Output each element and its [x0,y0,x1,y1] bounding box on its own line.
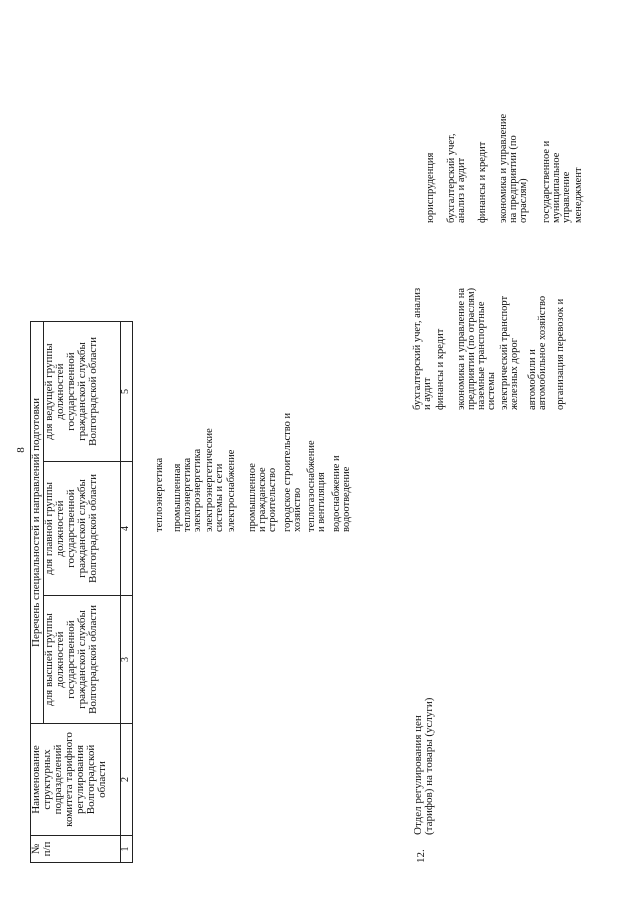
list-item: теплоэнергетика [154,457,165,532]
specialties-table-header [30,321,133,863]
row-number: 12. [415,849,427,863]
col-index: 3 [121,596,133,724]
list-item: промышленная теплоэнергетика электроэнергетика [172,448,203,532]
list-item: менеджмент [573,167,584,223]
col-division-header: Наименование структурных подразделений комитета тарифного регулирования Волгоградской области [31,724,121,836]
col-leading-group-header: для ведущей группы должностей государственной гражданской службы Волгоградской области [44,322,121,462]
col-num-header: № п/п [31,836,121,863]
list-item: финансы и кредит [435,328,446,410]
list-item: водоснабжение и водоотведение [331,455,352,532]
list-item: промышленное и гражданское строительство [247,463,278,532]
col-index: 1 [121,836,133,863]
list-item: автомобили и автомобильное хозяйство [527,295,548,410]
list-item: электрический транспорт железных дорог [499,295,520,410]
list-item: бухгалтерский учет, анализ и аудит [446,133,467,223]
list-item: теплогазоснабжение и вентиляция [306,440,327,532]
col-index: 2 [121,724,133,836]
list-item: организация перевозок и [555,298,566,410]
list-item: юриспруденция [425,152,436,223]
col-main-group-header: для главной группы должностей государственной гражданской службы Волгоградской области [44,462,121,596]
list-item: городское строительство и хозяйство [282,412,303,532]
col-index: 4 [121,462,133,596]
list-item: финансы и кредит [477,141,488,223]
list-item: государственное и муниципальное управление [541,140,572,223]
list-item: электроснабжение [226,449,237,532]
col-higher-group-header: для высшей группы должностей государственной гражданской службы Волгоградской области [44,596,121,724]
col-index: 5 [121,322,133,462]
list-item: экономика и управление на предприятии (по отраслям) наземные транспортные системы [456,287,497,410]
list-item: бухгалтерский учет, анализ и аудит [412,287,433,410]
list-item: электроэнергетические системы и сети [204,428,225,532]
page-number: 8 [15,447,27,453]
division-name: Отдел регулирования цен (тарифов) на товары (услуги) [412,697,435,835]
list-item: экономика и управление на предприятии (по отраслям) [498,113,529,223]
col-specialties-header: Перечень специальностей и направлений подготовки [31,322,44,724]
